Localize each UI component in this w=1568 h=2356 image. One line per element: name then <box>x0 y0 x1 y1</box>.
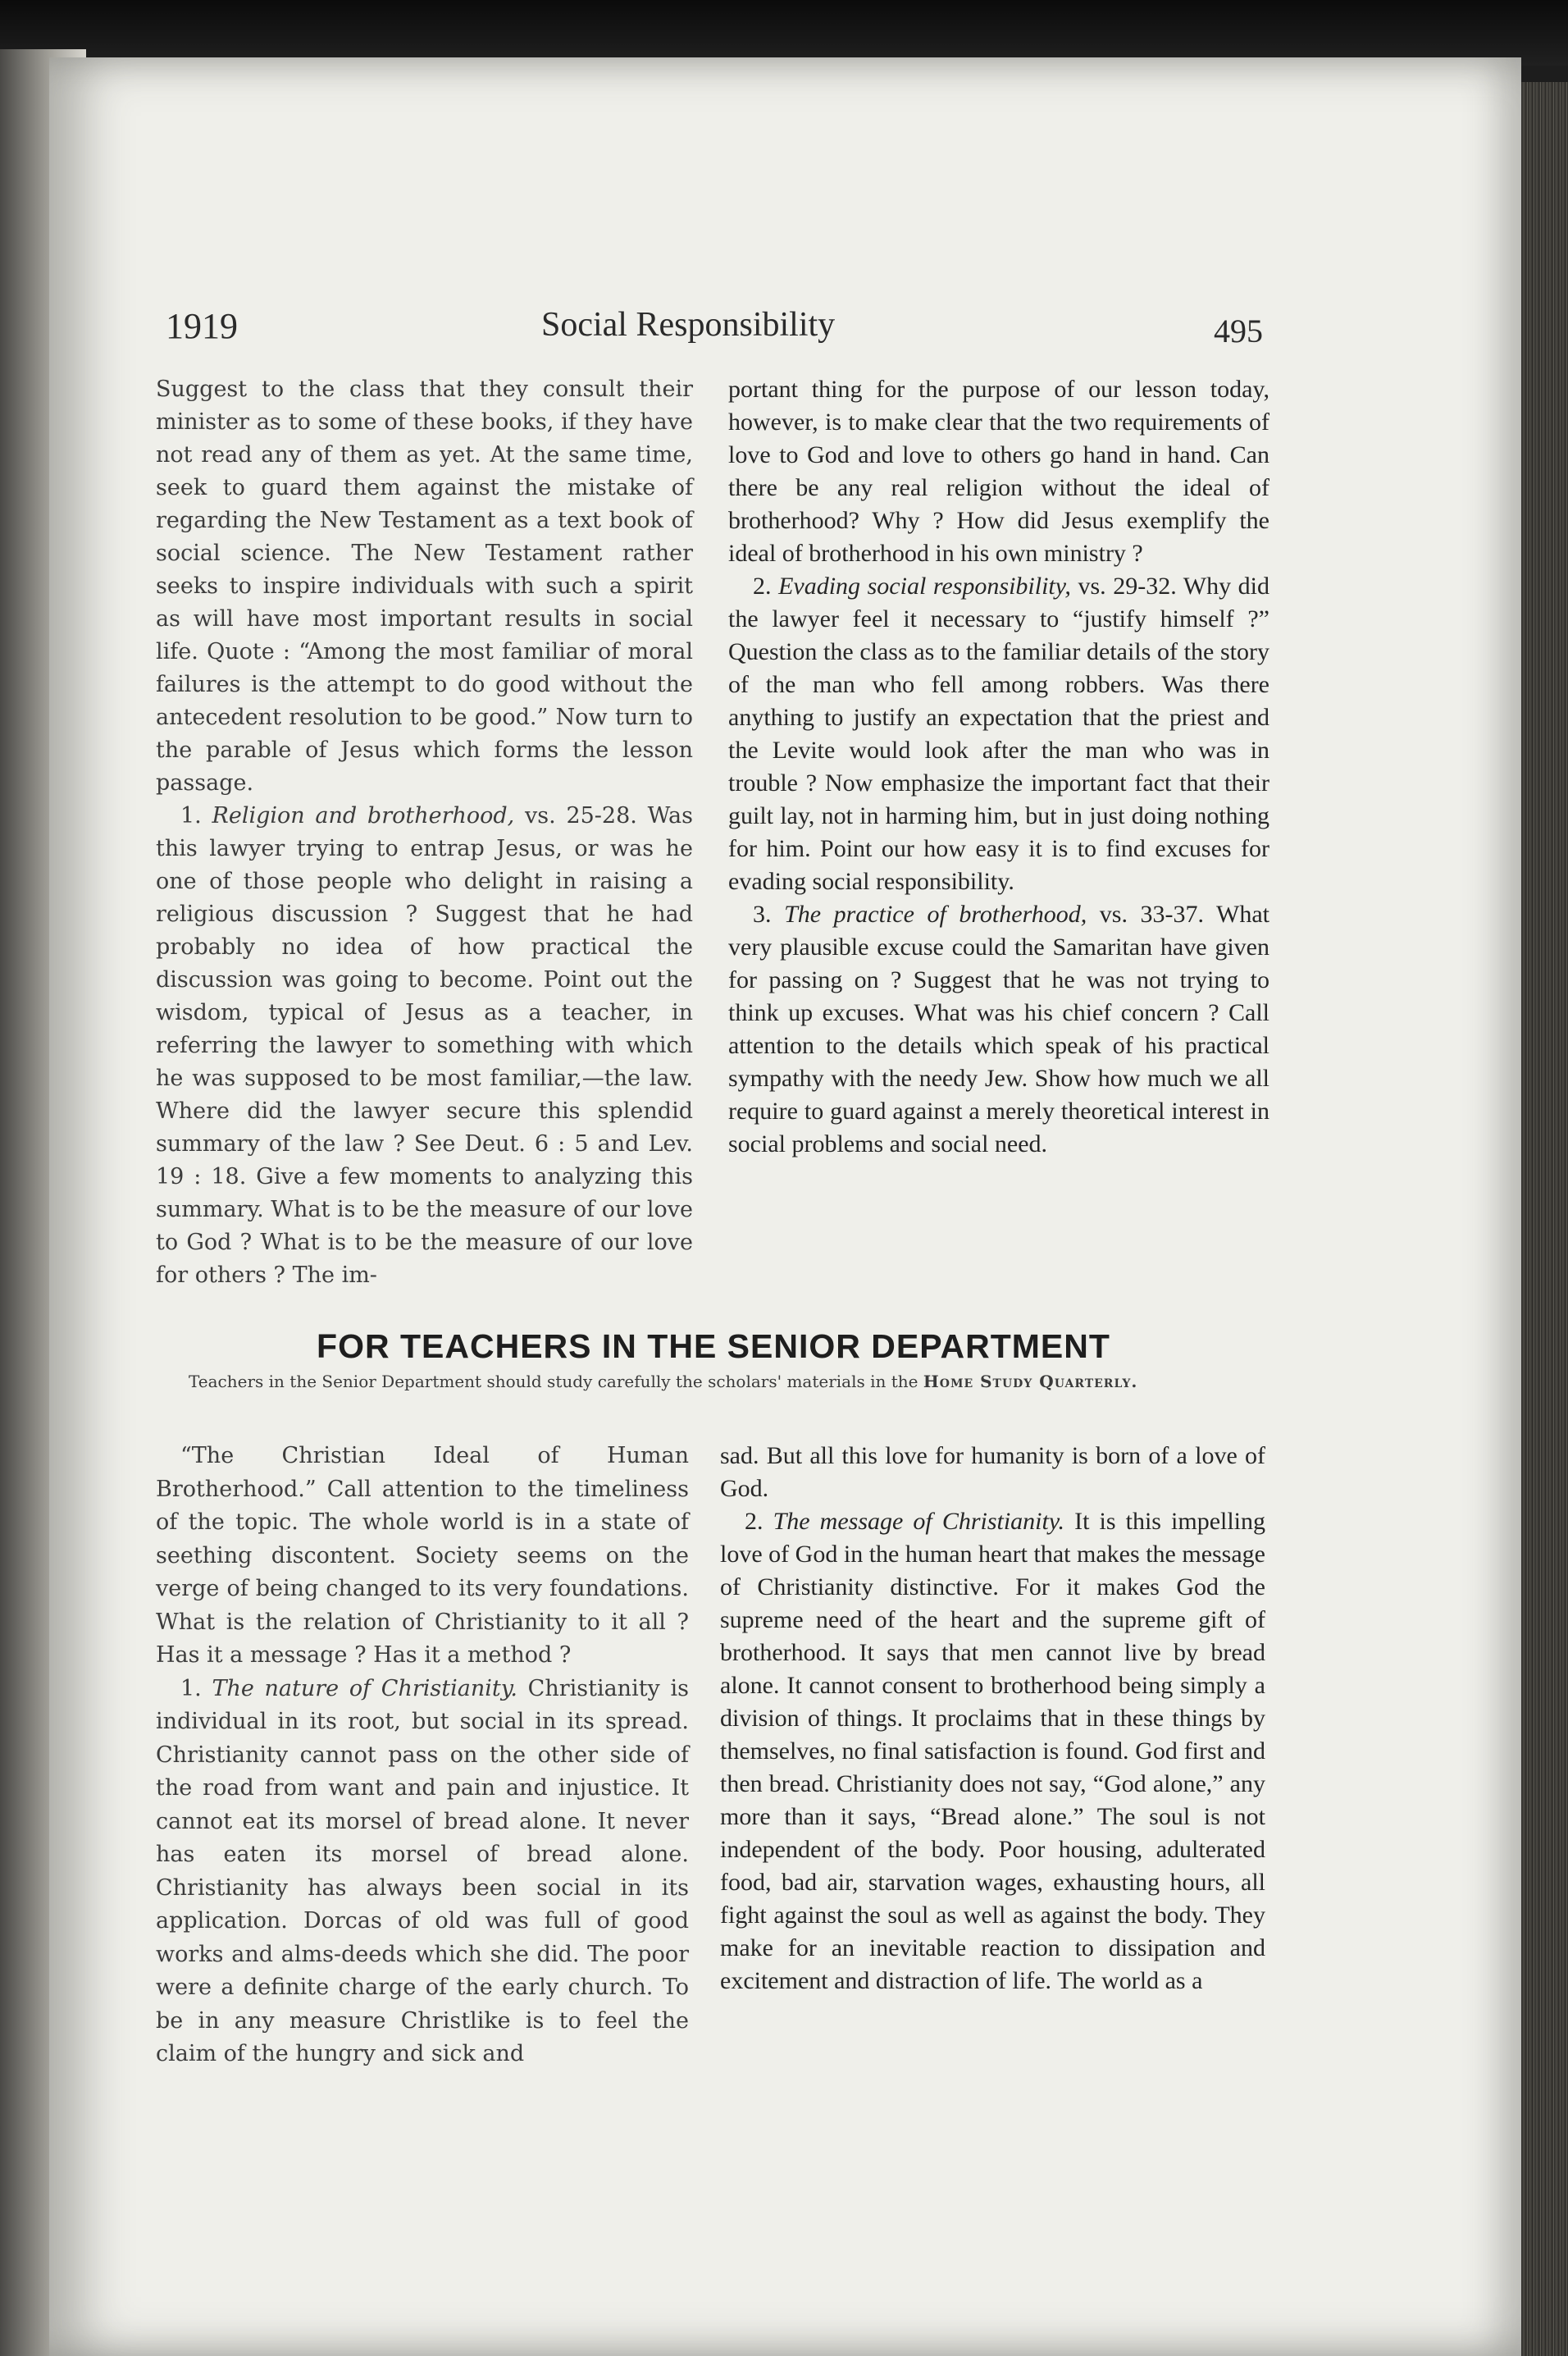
section-note <box>156 1372 1271 1390</box>
note-text: Teachers in the Senior Department should study carefully the scholars' materials in the <box>189 1372 918 1391</box>
header-title: Social Responsibility <box>541 306 836 344</box>
verse-ref: vs. 25-28. <box>525 803 637 829</box>
column-3 <box>156 1440 689 2071</box>
column-2 <box>728 373 1269 1161</box>
verse-ref: vs. 33-37. <box>1099 901 1205 928</box>
paragraph <box>156 1673 689 2071</box>
scan-border-top <box>0 0 1568 66</box>
column-4 <box>720 1440 1265 1998</box>
paragraph-text: It is this impelling love of God in the human heart that makes the message of Christianity distinctive. For it makes God the supreme need of the heart and the supreme gift of brotherhood. It says that men cannot live by bread alone. It cannot consent to brotherhood being simply a division of things. It proclaims that in these things by themselves, no final satisfaction is found. God first and then bread. Christianity does not say, “God alone,” any more than it says, “Bread alone.” The soul is not independent of the body. Poor housing, adulterated food, bad air, starvation wages, exhausting hours, all fight against the soul as well as against the body. They make for an inevitable reaction to dissipation and excitement and distraction of life. The world as a <box>720 1508 1266 1994</box>
item-heading: The nature of Christianity. <box>212 1675 517 1701</box>
item-heading: The message of Christianity. <box>773 1508 1065 1535</box>
paragraph: sad. But all this love for humanity is born of a love of God. <box>720 1442 1265 1502</box>
paragraph <box>156 800 693 1292</box>
item-heading: The practice of brotherhood, <box>784 901 1087 928</box>
page-number: 495 <box>1214 313 1263 349</box>
item-number: 2. <box>753 573 772 600</box>
section-heading: FOR TEACHERS IN THE SENIOR DEPARTMENT <box>317 1327 1110 1365</box>
paragraph: portant thing for the purpose of our lesson today, however, is to make clear that the two requirements of love to God and love to others go hand in hand. Can there be any real religion without the ideal of brotherhood? Why ? How did Jesus exemplify the ideal of brotherhood in his own ministry ? <box>728 376 1269 567</box>
header-year: 1919 <box>166 306 238 346</box>
item-heading: Religion and brotherhood, <box>212 803 515 829</box>
paragraph: Suggest to the class that they consult their minister as to some of these books, if they have not read any of them as yet. At the same time, seek to guard them against the mistake of regarding the New Testament as a text book of social science. The New Testament rather seeks to inspire individuals with such a spirit as will have most important results in social life. Quote : “Among the most familiar of moral failures is the attempt to do good without the antecedent resolution to be good.” Now turn to the parable of Jesus which forms the lesson passage. <box>156 377 693 796</box>
item-number: 1. <box>180 1675 202 1701</box>
page-edges <box>1521 82 1568 2356</box>
item-number: 1. <box>180 803 202 829</box>
paragraph <box>720 1505 1265 1998</box>
note-emphasis: Home Study Quarterly. <box>923 1372 1138 1391</box>
running-header <box>156 305 1271 354</box>
item-number: 2. <box>745 1508 763 1535</box>
paragraph-text: What very plausible excuse could the Samaritan have given for passing on ? Suggest that he was not trying to think up excuses. What was his chief concern ? Call attention to the details which speak of his practical sympathy with the needy Jew. Show how much we all require to guard against a merely theoretical interest in social problems and social need. <box>728 901 1270 1157</box>
column-1 <box>156 373 693 1292</box>
paragraph: “The Christian Ideal of Human Brotherhood.” Call attention to the timeliness of the topic. The whole world is in a state of seething discontent. Society seems on the verge of being changed to its very foundations. What is the relation of Christianity to it all ? Has it a message ? Has it a method ? <box>156 1443 689 1668</box>
paragraph <box>728 898 1269 1161</box>
verse-ref: vs. 29-32. <box>1078 573 1177 600</box>
paragraph-text: Was this lawyer trying to entrap Jesus, or was he one of those people who delight in raising a religious discussion ? Suggest that he had probably no idea of how practical the discussion was going to become. Point out the wisdom, typical of Jesus as a teacher, in referring the lawyer to something with which he was supposed to be most familiar,—the law. Where did the lawyer secure this splendid summary of the law ? See Deut. 6 : 5 and Lev. 19 : 18. Give a few moments to analyzing this summary. What is to be the measure of our love to God ? What is to be the measure of our love for others ? The im- <box>156 803 693 1288</box>
paragraph <box>728 570 1269 898</box>
paragraph-text: Why did the lawyer feel it necessary to “justify himself ?” Question the class as to the familiar details of the story of the man who fell among robbers. Was there anything to justify an expectation that the priest and the Levite would look after the man who was in trouble ? Now emphasize the important fact that their guilt lay, not in harming him, but in just doing nothing for him. Point our how easy it is to find excuses for evading social responsibility. <box>728 573 1270 895</box>
item-heading: Evading social responsibility, <box>778 573 1071 600</box>
item-number: 3. <box>753 901 772 928</box>
paragraph-text: Christianity is individual in its root, but social in its spread. Christianity cannot pass on the other side of the road from want and pain and injustice. It cannot eat its morsel of bread alone. It never has eaten its morsel of bread alone. Christianity has always been social in its application. Dorcas of old was full of good works and alms-deeds which she did. The poor were a definite charge of the early church. To be in any measure Christlike is to feel the claim of the hungry and sick and <box>156 1675 689 2066</box>
